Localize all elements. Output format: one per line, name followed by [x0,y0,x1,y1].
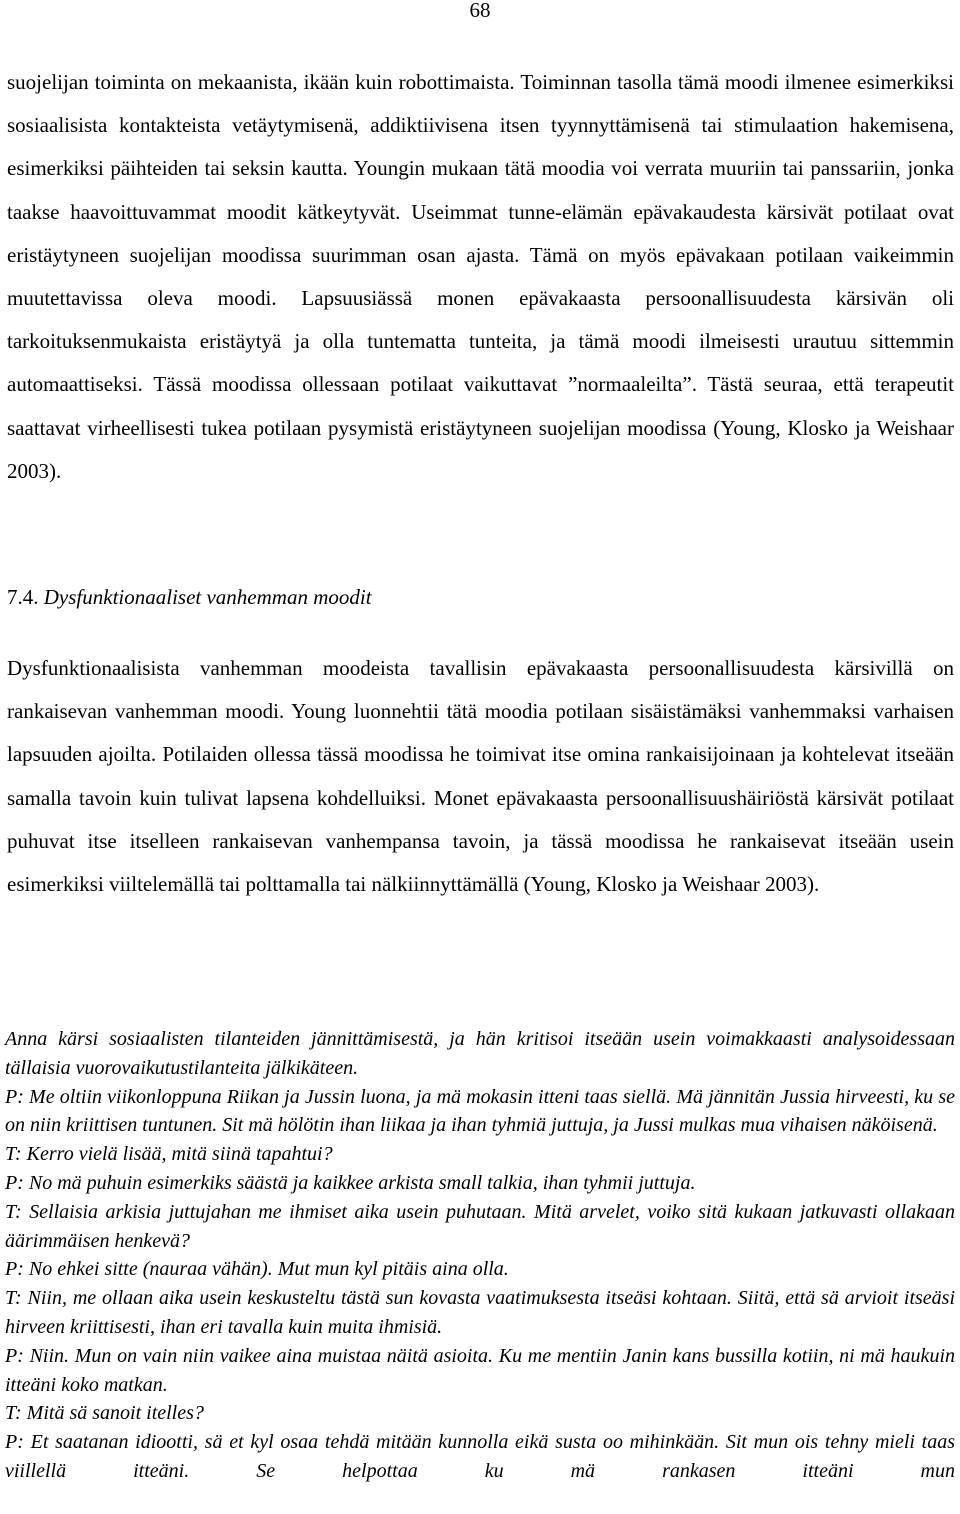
transcript-line: P: No mä puhuin esimerkiks säästä ja kaikkee arkista small talkia, ihan tyhmii juttuja. [5,1171,696,1194]
transcript-line: T: Mitä sä sanoit itelles? [5,1402,204,1425]
transcript-line: T: Sellaisia arkisia juttujahan me ihmiset aika usein puhutaan. Mitä arvelet, voiko sitä kukaan jatkuvasti ollakaan äärimmäisen henkevä? [5,1200,955,1252]
page-number: 68 [469,0,491,22]
body-paragraph: Dysfunktionaalisista vanhemman moodeista tavallisin epävakaasta persoonallisuudesta kärsivillä on rankaisevan vanhemman moodi. Young luonnehtii tätä moodia potilaan sisäistämäksi vanhemmaksi varhaisen lapsuuden ajoilta. Potilaiden ollessa tässä moodissa he toimivat itse omina rankaisijoinaan ja kohtelevat itseään samalla tavoin kuin tulivat lapsena kohdelluiksi. Monet epävakaasta persoonallisuushäiriöstä kärsivät potilaat puhuvat itse itselleen rankaisevan vanhempansa tavoin, ja tässä moodissa he rankaisevat itseään usein esimerkiksi viiltelemällä tai polttamalla tai nälkiinnyttämällä (Young, Klosko ja Weishaar 2003). [7,656,954,897]
transcript-intro: Anna kärsi sosiaalisten tilanteiden jännittämisestä, ja hän kritisoi itseään usein voimakkaasti analysoidessaan tällaisia vuorovaikutustilanteita jälkikäteen. [5,1028,955,1079]
section-number: 7.4. [7,585,39,609]
case-transcript [5,1025,955,1486]
transcript-line: P: No ehkei sitte (nauraa vähän). Mut mun kyl pitäis aina olla. [5,1258,509,1281]
body-paragraph: suojelijan toiminta on mekaanista, ikään kuin robottimaista. Toiminnan tasolla tämä moodi ilmenee esimerkiksi sosiaalisista kontakteista vetäytymisenä, addiktiivisena itsen tyynnyttämisenä tai stimulaation hakemisena, esimerkiksi päihteiden tai seksin kautta. Youngin mukaan tätä moodia voi verrata muuriin tai panssariin, jonka taakse haavoittuvammat moodit kätkeytyvät. Useimmat tunne-elämän epävakaudesta kärsivät potilaat ovat eristäytyneen suojelijan moodissa suurimman osan ajasta. Tämä on myös epävakaan potilaan vaikeimmin muutettavissa oleva moodi. Lapsuusiässä monen epävakaasta persoonallisuudesta kärsivän oli tarkoituksenmukaista eristäytyä ja olla tuntematta tunteita, ja tämä moodi ilmeisesti urautuu sittemmin automaattiseksi. Tässä moodissa ollessaan potilaat vaikuttavat ”normaaleilta”. Tästä seuraa, että terapeutit saattavat virheellisesti tukea potilaan pysymistä eristäytyneen suojelijan moodissa (Young, Klosko ja Weishaar 2003). [7,70,954,483]
transcript-line: T: Niin, me ollaan aika usein keskusteltu tästä sun kovasta vaatimuksesta itseäsi kohtaan. Siitä, että sä arvioit itseäsi hirveen kriittisesti, ihan eri tavalla kuin muita ihmisiä. [5,1287,955,1338]
transcript-line: P: Me oltiin viikonloppuna Riikan ja Jussin luona, ja mä mokasin itteni taas siellä. Mä jännitän Jussia hirveesti, ku se on niin kriittisen tuntunen. Sit mä hölötin ihan liikaa ja ihan tyhmiä juttuja, ja Jussi mulkas mua vihaisen näköisenä. [5,1085,955,1137]
transcript-line: P: Niin. Mun on vain niin vaikee aina muistaa näitä asioita. Ku me mentiin Janin kans bussilla kotiin, ni mä haukuin itteäni koko matkan. [5,1344,955,1396]
section-heading [7,579,372,615]
section-title: Dysfunktionaaliset vanhemman moodit [43,585,372,609]
transcript-line: T: Kerro vielä lisää, mitä siinä tapahtui? [5,1143,333,1166]
transcript-line: P: Et saatanan idiootti, sä et kyl osaa tehdä mitään kunnolla eikä susta oo mihinkään. Sit mun ois tehny mieli taas viillellä itteäni. Se helpottaa ku mä rankasen itteäni mun [5,1431,955,1482]
